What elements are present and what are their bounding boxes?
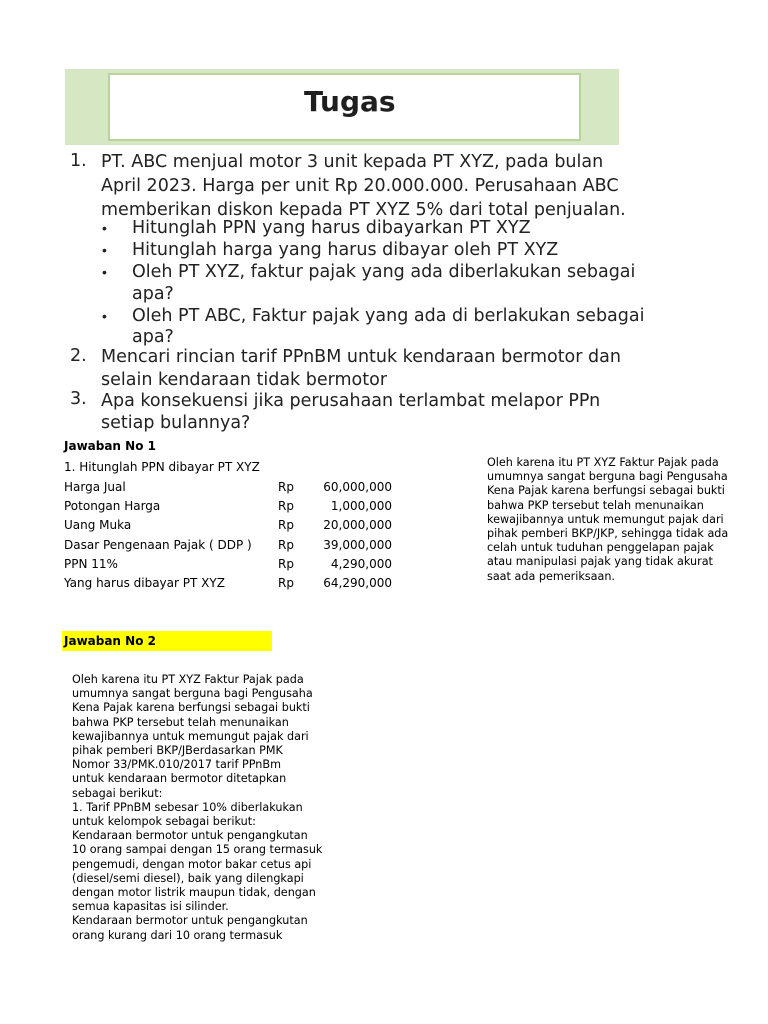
question-1-bullet-3: Oleh PT XYZ, faktur pajak yang ada diberlakukan sebagai <box>132 262 636 282</box>
table-row-label: PPN 11% <box>64 557 118 571</box>
bullet-icon: • <box>102 264 107 280</box>
answer-2-heading: Jawaban No 2 <box>64 634 156 648</box>
question-2-number: 2. <box>70 346 87 366</box>
answer-1-heading: Jawaban No 1 <box>64 439 156 453</box>
table-row-value: 20,000,000 <box>323 518 392 532</box>
question-2-line-2: selain kendaraan tidak bermotor <box>101 370 388 390</box>
title-box <box>108 73 581 141</box>
table-row-currency: Rp <box>278 499 294 513</box>
question-3-number: 3. <box>70 389 87 409</box>
table-row-currency: Rp <box>278 576 294 590</box>
table-row-currency: Rp <box>278 557 294 571</box>
table-row-label: Potongan Harga <box>64 499 161 513</box>
table-row-label: Dasar Pengenaan Pajak ( DDP ) <box>64 538 252 552</box>
page-title: Tugas <box>304 85 396 118</box>
table-row-value: 4,290,000 <box>330 557 392 571</box>
table-row-currency: Rp <box>278 518 294 532</box>
table-row-value: 1,000,000 <box>330 499 392 513</box>
table-row-value: 39,000,000 <box>323 538 392 552</box>
table-row-currency: Rp <box>278 538 294 552</box>
question-1-bullet-4-cont: apa? <box>132 327 174 347</box>
table-row-label: Harga Jual <box>64 480 126 494</box>
table-row-value: 60,000,000 <box>323 480 392 494</box>
table-row-label: Uang Muka <box>64 518 132 532</box>
question-1-line-3: memberikan diskon kepada PT XYZ 5% dari total penjualan. <box>101 200 626 220</box>
question-1-bullet-1: Hitunglah PPN yang harus dibayarkan PT XYZ <box>132 218 531 238</box>
question-1-line-1: PT. ABC menjual motor 3 unit kepada PT XYZ, pada bulan <box>101 152 604 172</box>
question-1-bullet-2: Hitunglah harga yang harus dibayar oleh PT XYZ <box>132 240 559 260</box>
answer-1-subheading: 1. Hitunglah PPN dibayar PT XYZ <box>64 460 260 474</box>
question-1-bullet-3-cont: apa? <box>132 284 174 304</box>
right-note-paragraph: Oleh karena itu PT XYZ Faktur Pajak pada umumnya sangat berguna bagi Pengusaha Kena Pajak karena berfungsi sebagai bukti bahwa PKP tersebut telah menunaikan kewajibannya untuk memungut pajak dari pihak pemberi BKP/JKP, sehingga tidak ada celah untuk tuduhan penggelapan pajak atau manipulasi pajak yang tidak akurat saat ada pemeriksaan. <box>487 456 729 583</box>
question-2-line-1: Mencari rincian tarif PPnBM untuk kendaraan bermotor dan <box>101 347 621 367</box>
bullet-icon: • <box>102 220 107 236</box>
table-row-currency: Rp <box>278 480 294 494</box>
question-3-line-2: setiap bulannya? <box>101 413 251 433</box>
bullet-icon: • <box>102 242 107 258</box>
question-1-number: 1. <box>70 151 87 171</box>
table-row-label: Yang harus dibayar PT XYZ <box>64 576 225 590</box>
question-3-line-1: Apa konsekuensi jika perusahaan terlambat melapor PPn <box>101 391 601 411</box>
bullet-icon: • <box>102 308 107 324</box>
answer-2-paragraph: Oleh karena itu PT XYZ Faktur Pajak pada umumnya sangat berguna bagi Pengusaha Kena Pajak karena berfungsi sebagai bukti bahwa PKP tersebut telah menunaikan kewajibannya untuk memungut pajak dari pihak pemberi BKP/JBerdasarkan PMK Nomor 33/PMK.010/2017 tarif PPnBm untuk kendaraan bermotor ditetapkan sebagai berikut: 1. Tarif PPnBM sebesar 10% diberlakukan untuk kelompok sebagai berikut: Kendaraan bermotor untuk pengangkutan 10 orang sampai dengan 15 orang termasuk pengemudi, dengan motor bakar cetus api (diesel/semi diesel), baik yang dilengkapi dengan motor listrik maupun tidak, dengan semua kapasitas isi silinder. Kendaraan bermotor untuk pengangkutan orang kurang dari 10 orang termasuk <box>72 673 323 942</box>
question-1-bullet-4: Oleh PT ABC, Faktur pajak yang ada di berlakukan sebagai <box>132 306 645 326</box>
table-row-value: 64,290,000 <box>323 576 392 590</box>
question-1-line-2: April 2023. Harga per unit Rp 20.000.000. Perusahaan ABC <box>101 176 619 196</box>
